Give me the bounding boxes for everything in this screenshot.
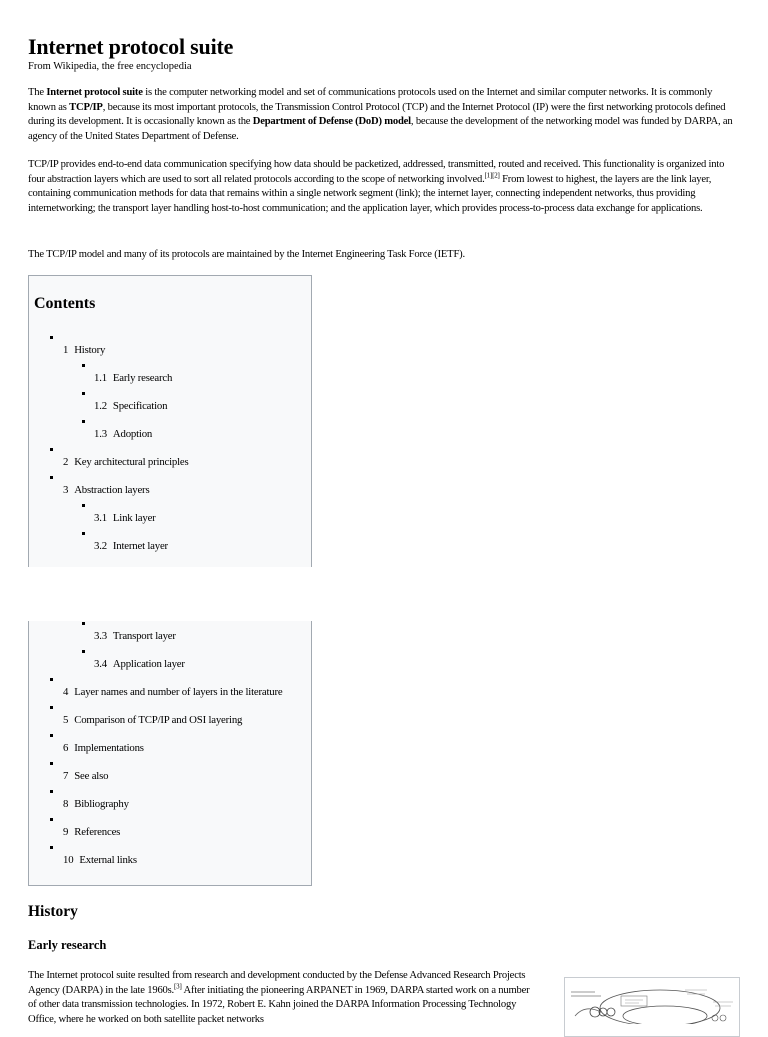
toc-item-number: 1 — [63, 344, 69, 356]
intro-p1-text-2: is the computer networking model and set of communications protocols used on the Internet and similar computer networks. It is commonly known as — [28, 87, 713, 113]
toc-item-number: 9 — [63, 826, 69, 838]
toc-item-label: History — [74, 344, 106, 356]
toc-item-label: Comparison of TCP/IP and OSI layering — [74, 714, 243, 726]
toc-item-4[interactable] — [63, 686, 282, 698]
toc-box — [28, 275, 312, 567]
toc-item-5[interactable] — [63, 714, 242, 726]
toc-item-10[interactable] — [63, 854, 137, 866]
intro-p1-text-4: , because the development of the networking model was funded by DARPA, an agency of the United States Department of Defense. — [28, 116, 733, 143]
network-diagram-image — [565, 978, 739, 1024]
toc-item-7[interactable] — [63, 770, 108, 782]
toc-item-1-3[interactable] — [94, 428, 152, 440]
toc-bullet — [50, 336, 53, 339]
page-title: Internet protocol suite — [28, 34, 234, 59]
intro-p1-text-3: , because its most important protocols, the Transmission Control Protocol (TCP) and the Internet Protocol (IP) were the first networking protocols defined during its development. It is occasionally known as the — [28, 101, 726, 128]
toc-bullet — [50, 678, 53, 681]
toc-item-3[interactable] — [63, 484, 149, 496]
toc-item-number: 3.3 — [94, 630, 107, 642]
toc-item-number: 1.2 — [94, 400, 107, 412]
toc-item-label: Application layer — [112, 658, 185, 670]
toc-item-number: 1.1 — [94, 372, 107, 384]
toc-item-1[interactable] — [63, 344, 105, 356]
history-p1-text-2: After initiating the pioneering ARPANET in 1969, DARPA started work on a number of other data transmission technologies. In 1972, Robert E. Kahn joined the DARPA Information Processing Technology Office, where he worked on both satellite packet networks — [28, 984, 530, 1026]
toc-item-number: 4 — [63, 686, 69, 698]
toc-item-label: External links — [79, 854, 137, 866]
toc-item-number: 3.2 — [94, 540, 107, 552]
toc-bullet — [82, 650, 85, 653]
intro-paragraph-2 — [28, 158, 736, 217]
citation-ref[interactable]: [1][2] — [484, 171, 500, 180]
toc-bullet — [82, 622, 85, 625]
toc-bullet — [82, 504, 85, 507]
toc-item-number: 1.3 — [94, 428, 107, 440]
toc-item-number: 5 — [63, 714, 69, 726]
toc-item-number: 10 — [63, 854, 74, 866]
intro-paragraph-3: The TCP/IP model and many of its protocols are maintained by the Internet Engineering Task Force (IETF). — [28, 249, 465, 260]
toc-item-2[interactable] — [63, 456, 189, 468]
toc-bullet — [50, 790, 53, 793]
toc-item-number: 3 — [63, 484, 69, 496]
subsection-heading-early-research: Early research — [28, 938, 107, 952]
intro-p1-text-1: The — [28, 87, 47, 98]
history-p1-text-1: The Internet protocol suite resulted from research and development conducted by the Defense Advanced Research Projects Agency (DARPA) in the late 1960s. — [28, 970, 526, 996]
toc-item-number: 7 — [63, 770, 69, 782]
toc-item-number: 3.4 — [94, 658, 107, 670]
intro-paragraph-1 — [28, 86, 736, 145]
toc-item-number: 3.1 — [94, 512, 107, 524]
toc-item-9[interactable] — [63, 826, 120, 838]
toc-item-label: Abstraction layers — [74, 484, 150, 496]
toc-item-6[interactable] — [63, 742, 144, 754]
toc-bullet — [50, 734, 53, 737]
toc-title: Contents — [34, 295, 96, 312]
toc-item-number: 6 — [63, 742, 69, 754]
toc-item-3-4[interactable] — [94, 658, 185, 670]
toc-bullet — [50, 846, 53, 849]
toc-bullet — [82, 364, 85, 367]
toc-bullet — [50, 762, 53, 765]
intro-p2-text-1: TCP/IP provides end-to-end data communication specifying how data should be packetized, addressed, transmitted, routed and received. This functionality is organized into four abstraction layers which are used to sort all related protocols according to the scope of networking involved. — [28, 159, 725, 185]
toc-item-label: Adoption — [112, 428, 153, 440]
toc-item-label: Internet layer — [112, 540, 168, 552]
toc-bullet — [50, 706, 53, 709]
intro-p1-bold-term: Internet protocol suite — [46, 87, 143, 98]
toc-item-number: 2 — [63, 456, 69, 468]
toc-item-label: Early research — [112, 372, 173, 384]
toc-bullet — [50, 448, 53, 451]
toc-item-label: Implementations — [74, 742, 144, 754]
toc-bullet — [82, 420, 85, 423]
toc-item-label: Key architectural principles — [74, 456, 189, 468]
intro-p1-bold-tcpip: TCP/IP — [69, 101, 103, 113]
toc-item-label: Transport layer — [112, 630, 176, 642]
toc-item-1-1[interactable] — [94, 372, 172, 384]
toc-item-3-1[interactable] — [94, 512, 156, 524]
toc-item-label: Bibliography — [74, 798, 129, 810]
toc-bullet — [50, 818, 53, 821]
citation-ref[interactable]: [3] — [174, 982, 182, 991]
toc-item-8[interactable] — [63, 798, 129, 810]
intro-p1-bold-dod: Department of Defense (DoD) model — [252, 116, 411, 128]
toc-item-number: 8 — [63, 798, 69, 810]
toc-bullet — [50, 476, 53, 479]
history-paragraph-1 — [28, 969, 533, 1028]
section-heading-history: History — [28, 903, 78, 920]
toc-item-label: See also — [74, 770, 109, 782]
history-diagram-thumbnail[interactable] — [564, 977, 740, 1037]
toc-item-label: Layer names and number of layers in the literature — [74, 686, 283, 698]
page-tagline: From Wikipedia, the free encyclopedia — [28, 61, 192, 72]
toc-item-3-3[interactable] — [94, 630, 176, 642]
toc-item-label: Specification — [112, 400, 168, 412]
toc-bullet — [82, 532, 85, 535]
toc-item-label: References — [74, 826, 121, 838]
toc-bullet — [82, 392, 85, 395]
toc-item-3-2[interactable] — [94, 540, 168, 552]
intro-p2-text-2: From lowest to highest, the layers are the link layer, containing communication methods for data that remains within a single network segment (link); the internet layer, connecting independent networks, thus providing internetworking; the transport layer handling host-to-host communication; and the application layer, which provides process-to-process data exchange for applications. — [28, 173, 712, 215]
toc-item-1-2[interactable] — [94, 400, 167, 412]
toc-item-label: Link layer — [112, 512, 156, 524]
